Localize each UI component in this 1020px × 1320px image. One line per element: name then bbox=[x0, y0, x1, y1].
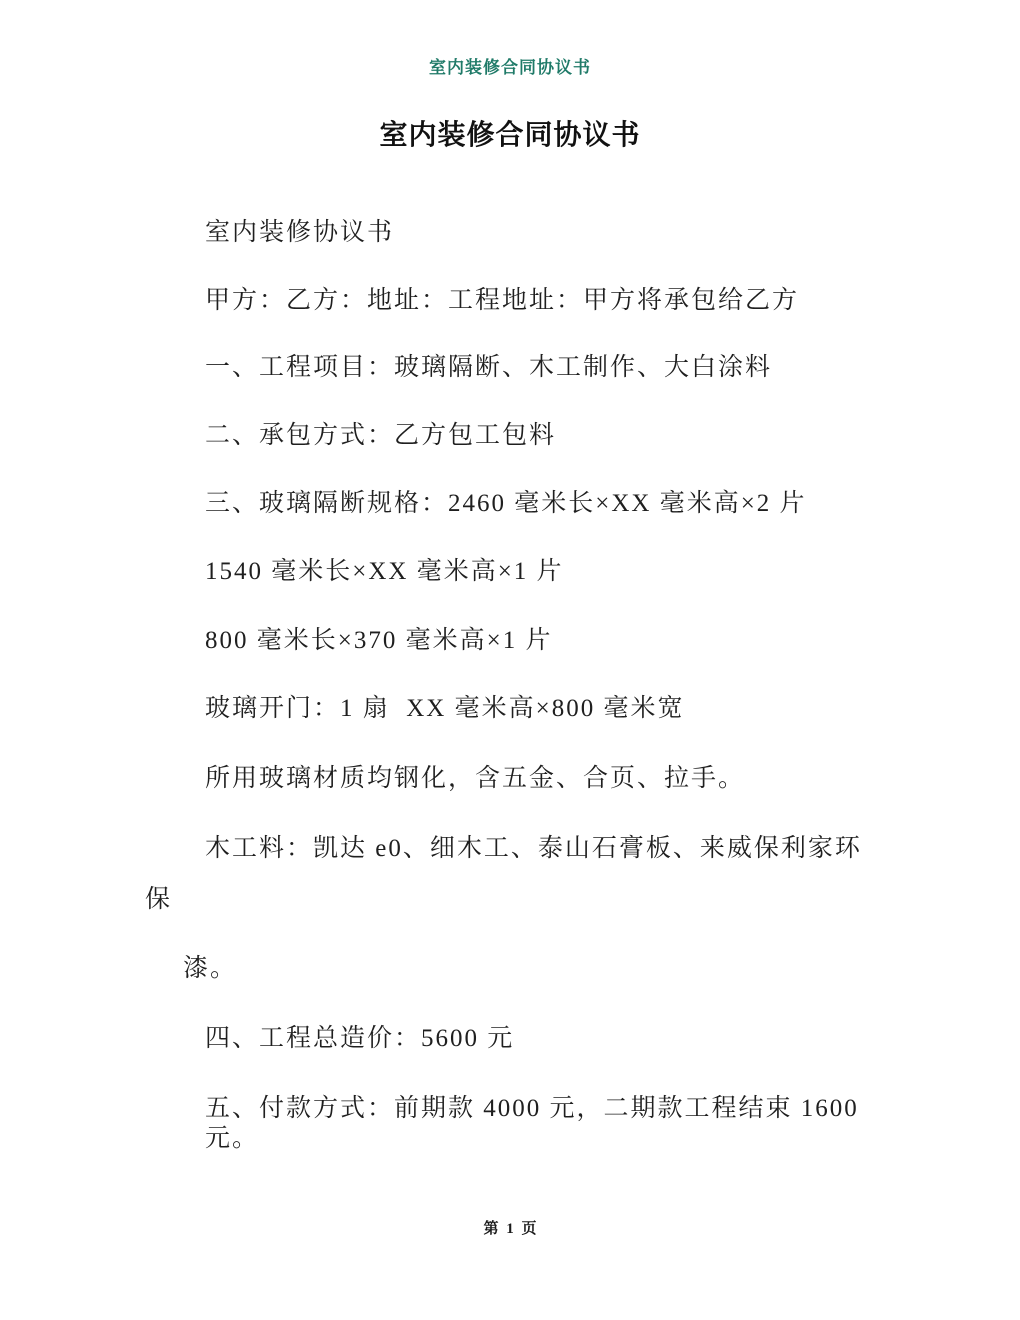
document-title: 室内装修合同协议书 bbox=[379, 120, 641, 151]
paragraph-parties: 甲方：乙方：地址：工程地址：甲方将承包给乙方 bbox=[205, 287, 800, 314]
running-header: 室内装修合同协议书 bbox=[429, 58, 591, 77]
page-footer bbox=[0, 1219, 1020, 1239]
paragraph-total-price: 四、工程总造价：5600 元 bbox=[205, 1025, 515, 1052]
paragraph-payment-terms: 五、付款方式：前期款 4000 元，二期款工程结束 1600 元。 bbox=[205, 1095, 868, 1152]
paragraph-project-items: 一、工程项目：玻璃隔断、木工制作、大白涂料 bbox=[205, 354, 773, 381]
page-number-prefix: 第 bbox=[483, 1221, 499, 1237]
paragraph-wood-material-end: 漆。 bbox=[183, 955, 238, 982]
paragraph-glass-spec-1: 三、玻璃隔断规格：2460 毫米长×XX 毫米高×2 片 bbox=[205, 490, 807, 517]
page-number-suffix: 页 bbox=[521, 1221, 537, 1237]
paragraph-glass-door: 玻璃开门：1 扇 XX 毫米高×800 毫米宽 bbox=[205, 695, 685, 722]
paragraph-subtitle: 室内装修协议书 bbox=[205, 219, 395, 246]
paragraph-wood-material: 木工料：凯达 e0、细木工、泰山石膏板、来威保利家环 bbox=[205, 835, 862, 862]
paragraph-wood-material-wrap: 保 bbox=[145, 886, 173, 913]
paragraph-contract-method: 二、承包方式：乙方包工包料 bbox=[205, 422, 557, 449]
page-number: 1 bbox=[506, 1221, 514, 1237]
paragraph-glass-material: 所用玻璃材质均钢化，含五金、合页、拉手。 bbox=[205, 765, 746, 792]
paragraph-glass-spec-3: 800 毫米长×370 毫米高×1 片 bbox=[205, 627, 553, 654]
paragraph-glass-spec-2: 1540 毫米长×XX 毫米高×1 片 bbox=[205, 558, 564, 585]
